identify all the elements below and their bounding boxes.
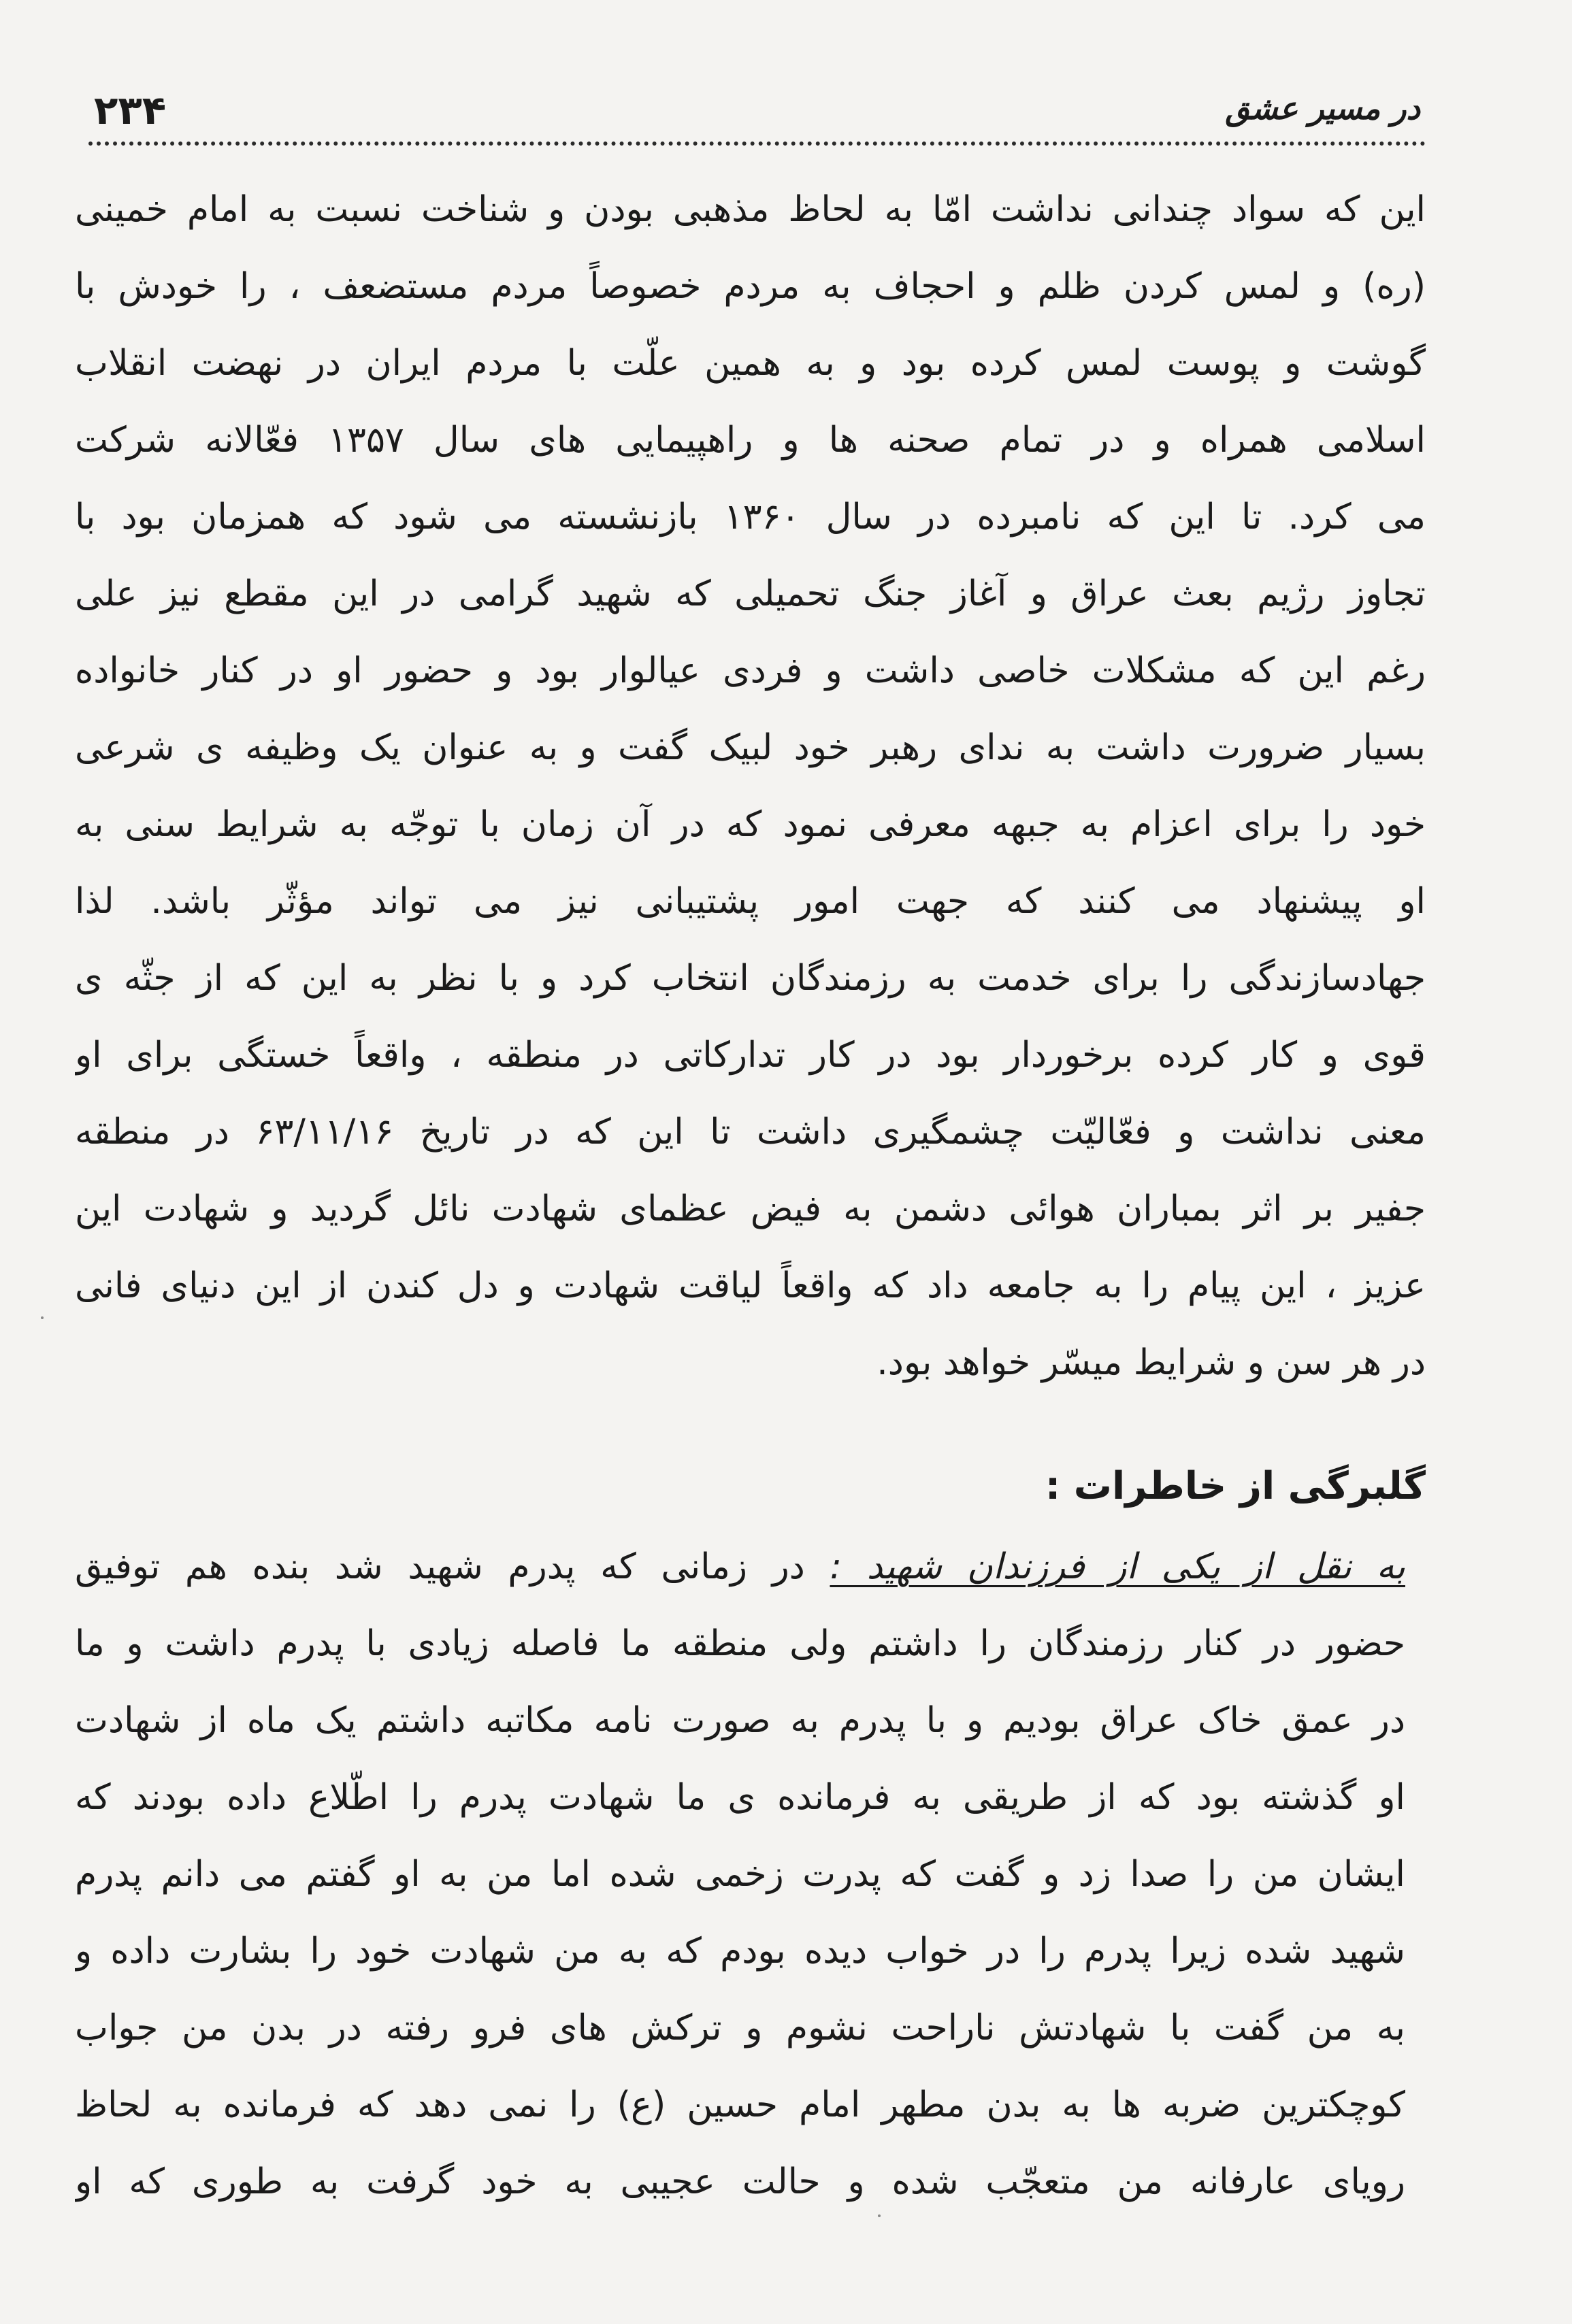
text-line: جهادسازندگی را برای خدمت به رزمندگان انتخاب کرد و با نظر به این که از جثّه ی bbox=[75, 958, 1426, 999]
paper-speck bbox=[878, 2214, 881, 2217]
paper-speck bbox=[41, 1316, 44, 1319]
text-line: اسلامی همراه و در تمام صحنه ها و راهپیمایی های سال ۱۳۵۷ فعّالانه شرکت bbox=[75, 420, 1426, 461]
text-line: بسیار ضرورت داشت به ندای رهبر خود لبیک گفت و به عنوان یک وظیفه ی شرعی bbox=[75, 727, 1426, 768]
text-line: جفیر بر اثر بمباران هوائی دشمن به فیض عظمای شهادت نائل گردید و شهادت این bbox=[75, 1189, 1426, 1229]
text-line: او پیشنهاد می کنند که جهت امور پشتیبانی نیز می تواند مؤثّر باشد. لذا bbox=[75, 881, 1426, 922]
text-line-first-rest: در زمانی که پدرم شهید شد بنده هم توفیق bbox=[75, 1546, 805, 1587]
text-line: شهید شده زیرا پدرم را در خواب دیده بودم که به من شهادت خود را بشارت داده و bbox=[75, 1931, 1405, 1972]
text-line: تجاوز رژیم بعث عراق و آغاز جنگ تحمیلی که شهید گرامی در این مقطع نیز علی bbox=[75, 574, 1426, 614]
text-line: کوچکترین ضربه ها به بدن مطهر امام حسین (ع) را نمی دهد که فرمانده به لحاظ bbox=[75, 2085, 1405, 2125]
running-title: در مسیر عشق bbox=[1225, 90, 1420, 127]
text-line: معنی نداشت و فعّالیّت چشمگیری داشت تا این که در تاریخ ۶۳/۱۱/۱۶ در منطقه bbox=[75, 1112, 1426, 1152]
text-line: در هر سن و شرایط میسّر خواهد بود. bbox=[877, 1342, 1426, 1383]
page-header bbox=[88, 80, 1426, 146]
text-line: رغم این که مشکلات خاصی داشت و فردی عیالوار بود و حضور او در کنار خانواده bbox=[75, 650, 1426, 691]
text-line: گوشت و پوست لمس کرده بود و به همین علّت با مردم ایران در نهضت انقلاب bbox=[75, 343, 1426, 384]
text-line: قوی و کار کرده برخوردار بود در کار تدارکاتی در منطقه ، واقعاً خستگی برای او bbox=[75, 1035, 1426, 1076]
text-line: او گذشته بود که از طریقی به فرمانده ی ما شهادت پدرم را اطّلاع داده بودند که bbox=[75, 1777, 1405, 1818]
text-line: می کرد. تا این که نامبرده در سال ۱۳۶۰ بازنشسته می شود که همزمان بود با bbox=[75, 497, 1426, 537]
text-line: عزیز ، این پیام را به جامعه داد که واقعاً لیاقت شهادت و دل کندن از این دنیای فانی bbox=[75, 1265, 1426, 1306]
page-number: ۲۳۴ bbox=[94, 87, 167, 133]
text-line: حضور در کنار رزمندگان را داشتم ولی منطقه ما فاصله زیادی با پدرم داشت و ما bbox=[75, 1623, 1405, 1664]
paragraph-biography bbox=[75, 171, 1426, 1401]
text-line-first bbox=[75, 1528, 1405, 1605]
text-line: این که سواد چندانی نداشت امّا به لحاظ مذهبی بودن و شناخت نسبت به امام خمینی bbox=[75, 189, 1426, 230]
section-heading: گلبرگی از خاطرات : bbox=[1045, 1464, 1426, 1508]
text-line: ایشان من را صدا زد و گفت که پدرت زخمی شده اما من به او گفتم می دانم پدرم bbox=[75, 1854, 1405, 1895]
text-line: رویای عارفانه من متعجّب شده و حالت عجیبی به خود گرفت به طوری که او bbox=[75, 2161, 1405, 2202]
text-line: خود را برای اعزام به جبهه معرفی نمود که در آن زمان با توجّه به شرایط سنی به bbox=[75, 804, 1426, 845]
paragraph-memoir bbox=[75, 1528, 1405, 2220]
quote-source: به نقل از یکی از فرزندان شهید : bbox=[830, 1546, 1405, 1587]
text-line: به من گفت با شهادتش ناراحت نشوم و ترکش های فرو رفته در بدن من جواب bbox=[75, 2008, 1405, 2048]
text-line: در عمق خاک عراق بودیم و با پدرم به صورت نامه مکاتبه داشتم یک ماه از شهادت bbox=[75, 1700, 1405, 1741]
text-line: (ره) و لمس کردن ظلم و احجاف به مردم خصوصاً مردم مستضعف ، را خودش با bbox=[75, 266, 1426, 307]
